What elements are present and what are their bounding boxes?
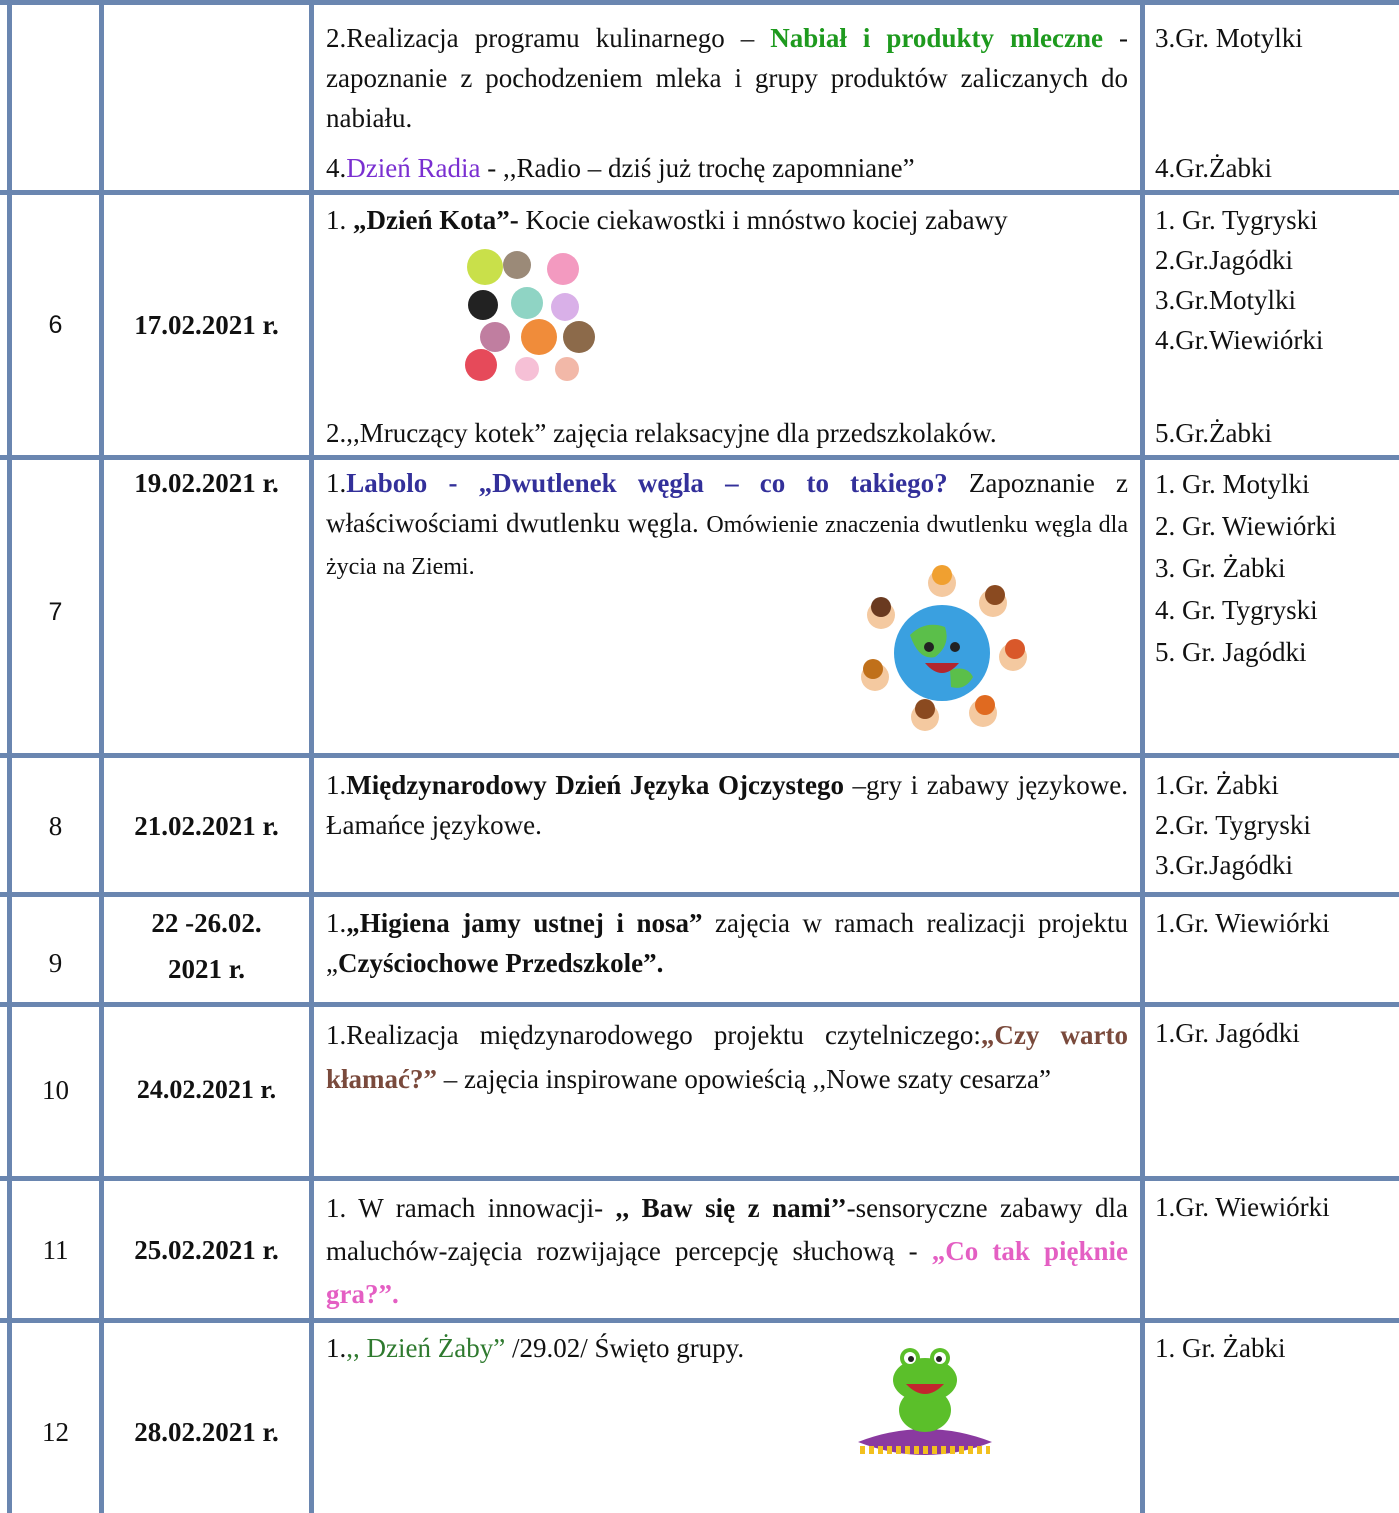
activity-title: ,, Baw się z nami’’ bbox=[615, 1193, 847, 1223]
table-border bbox=[0, 1176, 1399, 1181]
group-label: 5.Gr.Żabki bbox=[1155, 418, 1272, 448]
activity-text: 2.,,Mruczący kotek” zajęcia relaksacyjne dla przedszkolaków. bbox=[326, 418, 997, 448]
activity-title: „Co tak pięknie gra?”. bbox=[326, 1236, 1128, 1309]
activity-text: 4. bbox=[326, 153, 347, 183]
group-label: 2.Gr. Tygryski bbox=[1155, 810, 1311, 840]
group-label: 3.Gr.Jagódki bbox=[1155, 850, 1293, 880]
activity-cell bbox=[326, 413, 1128, 453]
group-label: 5. Gr. Jagódki bbox=[1155, 637, 1307, 667]
row-number: 7 bbox=[48, 598, 63, 626]
activity-text: 1. bbox=[326, 468, 347, 498]
activity-title: Dzień Radia bbox=[346, 153, 481, 183]
group-label: 1.Gr. Wiewiórki bbox=[1155, 1192, 1330, 1222]
activity-cell bbox=[326, 200, 1128, 240]
group-label: 4.Gr.Wiewiórki bbox=[1155, 325, 1324, 355]
table-border bbox=[0, 892, 1399, 897]
group-label: 1.Gr. Jagódki bbox=[1155, 1018, 1300, 1048]
row-date: 28.02.2021 r. bbox=[134, 1417, 279, 1447]
activity-title: Labolo - „Dwutlenek węgla – co to takiego? bbox=[346, 468, 948, 498]
group-label: 1. Gr. Motylki bbox=[1155, 469, 1310, 499]
activity-title: Międzynarodowy Dzień Języka Ojczystego bbox=[346, 770, 844, 800]
row-number: 10 bbox=[42, 1075, 69, 1105]
table-border bbox=[0, 190, 1399, 195]
table-border bbox=[0, 1318, 1399, 1323]
row-number: 11 bbox=[42, 1235, 69, 1265]
group-label: 2. Gr. Wiewiórki bbox=[1155, 511, 1337, 541]
group-list bbox=[1155, 765, 1311, 885]
activity-title: „Czy warto kłamać?” bbox=[326, 1020, 1128, 1094]
activity-text: 1. W ramach innowacji- bbox=[326, 1193, 616, 1223]
activity-text: 2.Realizacja programu kulinarnego – bbox=[326, 23, 771, 53]
group-label: 3.Gr.Motylki bbox=[1155, 285, 1297, 315]
activity-title: „Dzień Kota”- bbox=[353, 205, 519, 235]
activity-cell bbox=[326, 1328, 1128, 1368]
group-label: 1.Gr. Wiewiórki bbox=[1155, 908, 1330, 938]
activity-title: Nabiał i produkty mleczne bbox=[770, 23, 1103, 53]
activity-title: ,, Dzień Żaby” bbox=[346, 1333, 506, 1363]
group-list bbox=[1155, 200, 1323, 360]
group-label: 4.Gr.Żabki bbox=[1155, 153, 1272, 183]
row-date: 21.02.2021 r. bbox=[134, 811, 279, 841]
activity-text: /29.02/ Święto grupy. bbox=[505, 1333, 745, 1363]
activity-cell bbox=[326, 765, 1128, 845]
table-border bbox=[0, 455, 1399, 460]
group-list bbox=[1155, 463, 1336, 673]
activity-text: - zapoznanie z pochodzeniem mleka i grupy produktów zaliczanych do nabiału. bbox=[326, 23, 1128, 133]
activity-text: -sensoryczne zabawy dla maluchów-zajęcia rozwijające percepcję słuchową - bbox=[326, 1193, 1128, 1266]
row-number: 8 bbox=[48, 811, 63, 841]
activity-title: Czyściochowe Przedszkole”. bbox=[337, 948, 664, 978]
activity-text: – zajęcia inspirowane opowieścią ,,Nowe szaty cesarza” bbox=[437, 1064, 1051, 1094]
group-label: 2.Gr.Jagódki bbox=[1155, 245, 1293, 275]
frog-on-cushion-illustration bbox=[850, 1338, 1000, 1468]
activity-text: zajęcia w ramach realizacji projektu „ bbox=[326, 908, 1128, 978]
row-date: 25.02.2021 r. bbox=[134, 1235, 279, 1265]
group-label: 4. Gr. Tygryski bbox=[1155, 595, 1318, 625]
row-number: 12 bbox=[42, 1417, 69, 1447]
earth-children-illustration bbox=[855, 565, 1030, 735]
row-date bbox=[104, 900, 309, 992]
table-border bbox=[0, 0, 1399, 5]
row-number: 6 bbox=[48, 311, 63, 339]
activity-title: „Higiena jamy ustnej i nosa” bbox=[346, 908, 703, 938]
row-date-line: 22 -26.02. bbox=[151, 908, 262, 938]
group-label: 3.Gr. Motylki bbox=[1155, 23, 1303, 53]
row-date-line: 2021 r. bbox=[167, 954, 245, 984]
activity-text: 1. bbox=[326, 770, 347, 800]
group-label: 1. Gr. Żabki bbox=[1155, 1333, 1286, 1363]
activity-cell bbox=[326, 1187, 1128, 1316]
activity-text: 1. bbox=[326, 1333, 347, 1363]
row-date: 19.02.2021 r. bbox=[134, 468, 279, 498]
group-label: 1.Gr. Żabki bbox=[1155, 770, 1279, 800]
activity-text: 1. bbox=[326, 908, 347, 938]
activity-text: 1.Realizacja międzynarodowego projektu czytelniczego: bbox=[326, 1020, 981, 1050]
activity-cell bbox=[326, 903, 1128, 983]
group-label: 1. Gr. Tygryski bbox=[1155, 205, 1318, 235]
activity-cell bbox=[326, 148, 1128, 188]
activity-text: –gry i zabawy językowe. Łamańce językowe. bbox=[326, 770, 1128, 840]
row-date: 17.02.2021 r. bbox=[134, 310, 279, 340]
table-border bbox=[0, 1002, 1399, 1007]
activity-text: 1. bbox=[326, 205, 353, 235]
row-date: 24.02.2021 r. bbox=[136, 1075, 277, 1104]
row-number: 9 bbox=[48, 948, 63, 978]
cats-illustration bbox=[455, 245, 605, 385]
activity-text: Zapoznanie z właściwościami dwutlenku węgla. bbox=[326, 468, 1128, 538]
group-label: 3. Gr. Żabki bbox=[1155, 553, 1286, 583]
activity-cell bbox=[326, 18, 1128, 138]
activity-text: Kocie ciekawostki i mnóstwo kociej zabawy bbox=[518, 205, 1008, 235]
table-border bbox=[0, 753, 1399, 758]
activity-text: - ,,Radio – dziś już trochę zapomniane” bbox=[480, 153, 915, 183]
activity-cell bbox=[326, 1013, 1128, 1101]
activity-text: Omówienie znaczenia dwutlenku węgla dla życia na Ziemi. bbox=[326, 512, 1128, 580]
